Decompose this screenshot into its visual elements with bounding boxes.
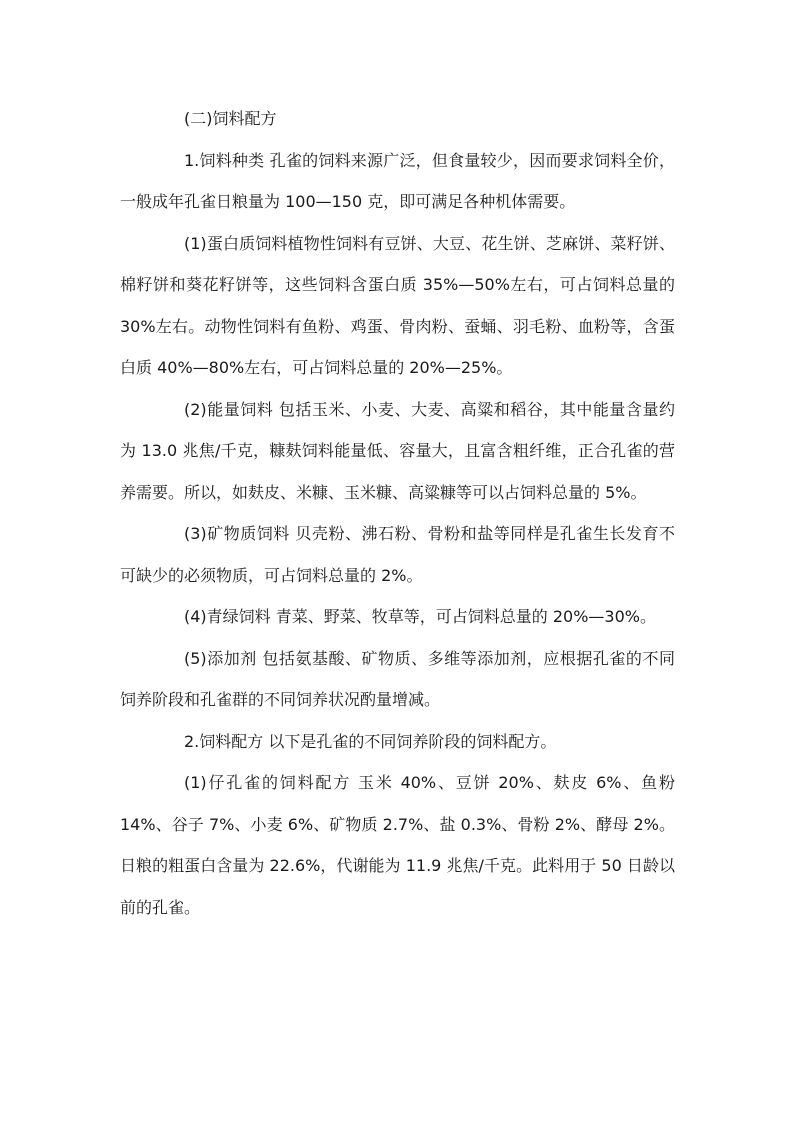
paragraph-feed-types: 1.饲料种类 孔雀的饲料来源广泛，但食量较少，因而要求饲料全价，一般成年孔雀日粮量为 100—150 克，即可满足各种机体需要。 bbox=[120, 150, 675, 211]
paragraph-protein-feed: (1)蛋白质饲料植物性饲料有豆饼、大豆、花生饼、芝麻饼、菜籽饼、棉籽饼和葵花籽饼等，这些饲料含蛋白质 35%—50%左右，可占饲料总量的 30%左右。动物性饲料有鱼粉、鸡蛋、骨肉粉、蚕蛹、羽毛粉、血粉等，含蛋白质 40%—80%左右，可占饲料总量的 20%—25%。 bbox=[120, 233, 675, 377]
paragraph-mineral-feed: (3)矿物质饲料 贝壳粉、沸石粉、骨粉和盐等同样是孔雀生长发育不可缺少的必须物质，可占饲料总量的 2%。 bbox=[120, 524, 675, 585]
paragraph-energy-feed: (2)能量饲料 包括玉米、小麦、大麦、高粱和稻谷，其中能量含量约为 13.0 兆焦/千克，糠麸饲料能量低、容量大，且富含粗纤维，正合孔雀的营养需要。所以，如麸皮、米糠、玉米糠、高粱糠等可以占饲料总量的 5%。 bbox=[120, 399, 675, 502]
paragraph-green-feed: (4)青绿饲料 青菜、野菜、牧草等，可占饲料总量的 20%—30%。 bbox=[184, 607, 656, 626]
paragraph-chick-formula: (1)仔孔雀的饲料配方 玉米 40%、豆饼 20%、麸皮 6%、鱼粉 14%、谷子 7%、小麦 6%、矿物质 2.7%、盐 0.3%、骨粉 2%、酵母 2%。日粮的粗蛋白含量为 22.6%，代谢能为 11.9 兆焦/千克。此料用于 50 日龄以前的孔雀。 bbox=[120, 773, 675, 917]
document-body bbox=[120, 98, 675, 928]
paragraph-additives: (5)添加剂 包括氨基酸、矿物质、多维等添加剂，应根据孔雀的不同饲养阶段和孔雀群的不同饲养状况酌量增减。 bbox=[120, 648, 675, 709]
section-heading: (二)饲料配方 bbox=[184, 109, 277, 128]
paragraph-feed-formula: 2.饲料配方 以下是孔雀的不同饲养阶段的饲料配方。 bbox=[184, 731, 557, 751]
